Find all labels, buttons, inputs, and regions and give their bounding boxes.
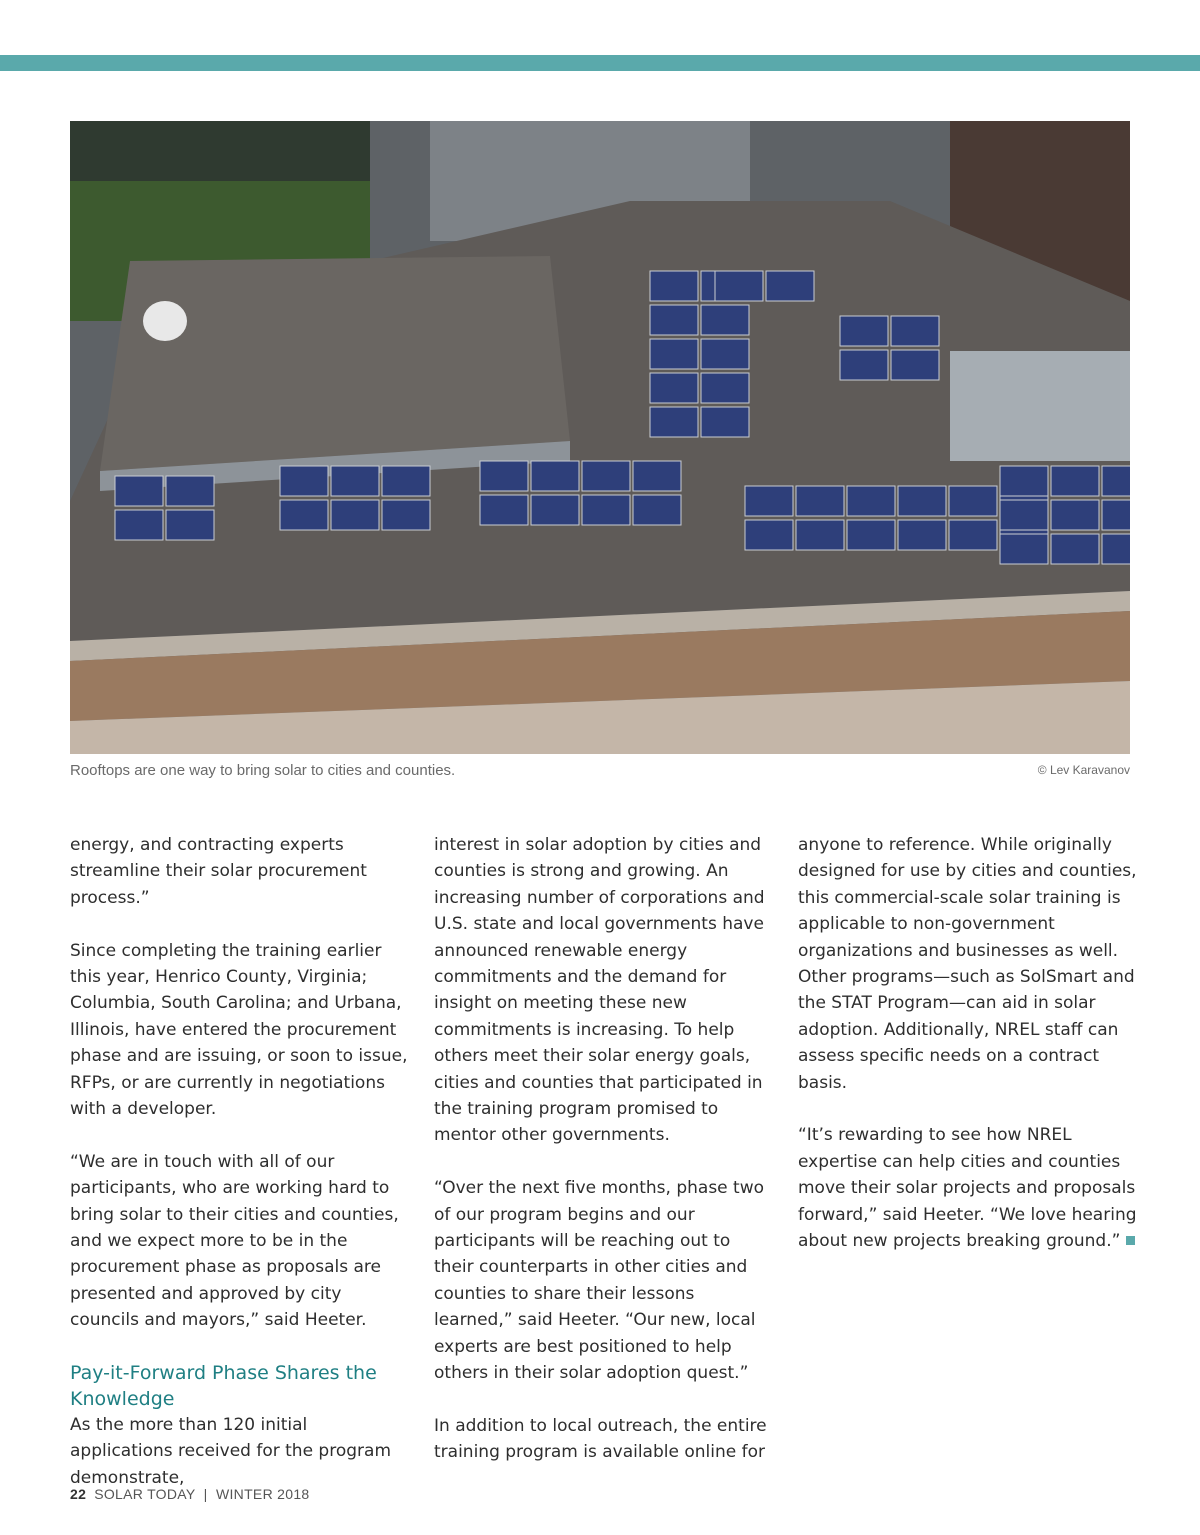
solar-panel <box>1000 466 1048 496</box>
photo-caption: Rooftops are one way to bring solar to cities and counties. <box>70 762 456 779</box>
solar-panel <box>840 350 888 380</box>
page-footer <box>70 1486 310 1502</box>
solar-panel <box>166 510 214 540</box>
solar-panel <box>796 486 844 516</box>
solar-panel <box>715 271 763 301</box>
solar-panel <box>745 486 793 516</box>
solar-panel <box>382 500 430 530</box>
text-column-2 <box>434 832 774 1466</box>
publication-name: SOLAR TODAY | WINTER 2018 <box>94 1486 310 1502</box>
photo-illustration <box>70 121 1130 754</box>
solar-panel <box>650 339 698 369</box>
solar-panel <box>1051 500 1099 530</box>
solar-panel <box>745 520 793 550</box>
solar-panel <box>701 305 749 335</box>
rooftop-solar-photo <box>70 121 1130 754</box>
paragraph: interest in solar adoption by cities and counties is strong and growing. An increasing number of corporations and U.S. state and local governments have announced renewable energy commitments and the demand for insight on meeting these new commitments is increasing. To help others meet their solar energy goals, cities and counties that participated in the training program promised to mentor other governments. <box>434 835 765 1146</box>
solar-panel <box>898 520 946 550</box>
solar-panel <box>331 466 379 496</box>
photo-credit: © Lev Karavanov <box>1037 763 1130 777</box>
solar-panel <box>280 500 328 530</box>
solar-panel <box>949 520 997 550</box>
solar-panel <box>1000 534 1048 564</box>
solar-panel <box>1102 466 1130 496</box>
solar-panel <box>701 339 749 369</box>
solar-panel <box>796 520 844 550</box>
solar-panel <box>1102 500 1130 530</box>
solar-panel <box>480 495 528 525</box>
paragraph: Since completing the training earlier this year, Henrico County, Virginia; Columbia, South Carolina; and Urbana, Illinois, have entered the procurement phase and are issuing, or soon to issue, RFPs, or are currently in negotiations with a developer. <box>70 940 408 1120</box>
solar-panel <box>891 316 939 346</box>
solar-panel <box>701 373 749 403</box>
solar-panel <box>650 271 698 301</box>
solar-panel <box>480 461 528 491</box>
solar-panel <box>115 510 163 540</box>
solar-panel <box>1051 534 1099 564</box>
solar-panel <box>650 305 698 335</box>
solar-panel <box>840 316 888 346</box>
solar-panel <box>847 520 895 550</box>
final-text: “It’s rewarding to see how NREL expertise can help cities and counties move their solar projects and proposals forward,” said Heeter. “We love hearing about new projects breaking ground.” <box>798 1125 1137 1252</box>
solar-panel <box>531 461 579 491</box>
paragraph: As the more than 120 initial applications received for the program demonstrate, <box>70 1415 391 1488</box>
solar-panel <box>1000 500 1048 530</box>
solar-panel <box>1051 466 1099 496</box>
solar-panel <box>650 407 698 437</box>
solar-panel <box>331 500 379 530</box>
solar-panel <box>949 486 997 516</box>
paragraph: “Over the next five months, phase two of our program begins and our participants will be reaching out to their counterparts in other cities and counties to share their lessons learned,” said Heeter. “Our new, local experts are best positioned to help others in their solar adoption quest.” <box>434 1178 765 1384</box>
paragraph: In addition to local outreach, the entire training program is available online for <box>434 1415 767 1463</box>
end-of-article-icon <box>1126 1236 1135 1245</box>
section-heading: Pay-it-Forward Phase Shares the Knowledge <box>70 1362 377 1411</box>
text-column-1 <box>70 832 410 1491</box>
solar-panel <box>891 350 939 380</box>
solar-panel <box>633 461 681 491</box>
solar-panel <box>115 476 163 506</box>
solar-panel <box>650 373 698 403</box>
page-number: 22 <box>70 1486 87 1502</box>
solar-panel <box>531 495 579 525</box>
paragraph-final <box>798 1122 1138 1254</box>
text-column-3 <box>798 832 1138 1254</box>
solar-panel <box>166 476 214 506</box>
solar-panel <box>582 495 630 525</box>
solar-panel <box>280 466 328 496</box>
solar-panel <box>847 486 895 516</box>
solar-panel <box>1102 534 1130 564</box>
top-accent-bar <box>0 55 1200 71</box>
paragraph: energy, and contracting experts streamline their solar procurement process.” <box>70 835 367 908</box>
paragraph: “We are in touch with all of our participants, who are working hard to bring solar to their cities and counties, and we expect more to be in the procurement phase as proposals are presented and approved by city councils and mayors,” said Heeter. <box>70 1151 399 1331</box>
solar-panel <box>633 495 681 525</box>
solar-panel <box>582 461 630 491</box>
solar-panel <box>766 271 814 301</box>
chimney-icon <box>143 301 187 341</box>
solar-panel <box>898 486 946 516</box>
solar-panel <box>701 407 749 437</box>
paragraph: anyone to reference. While originally designed for use by cities and counties, this commercial-scale solar training is applicable to non-government organizations and businesses as well. Other programs—such as SolSmart and the STAT Program—can aid in solar adoption. Additionally, NREL staff can assess specific needs on a contract basis. <box>798 835 1137 1093</box>
solar-panel <box>382 466 430 496</box>
